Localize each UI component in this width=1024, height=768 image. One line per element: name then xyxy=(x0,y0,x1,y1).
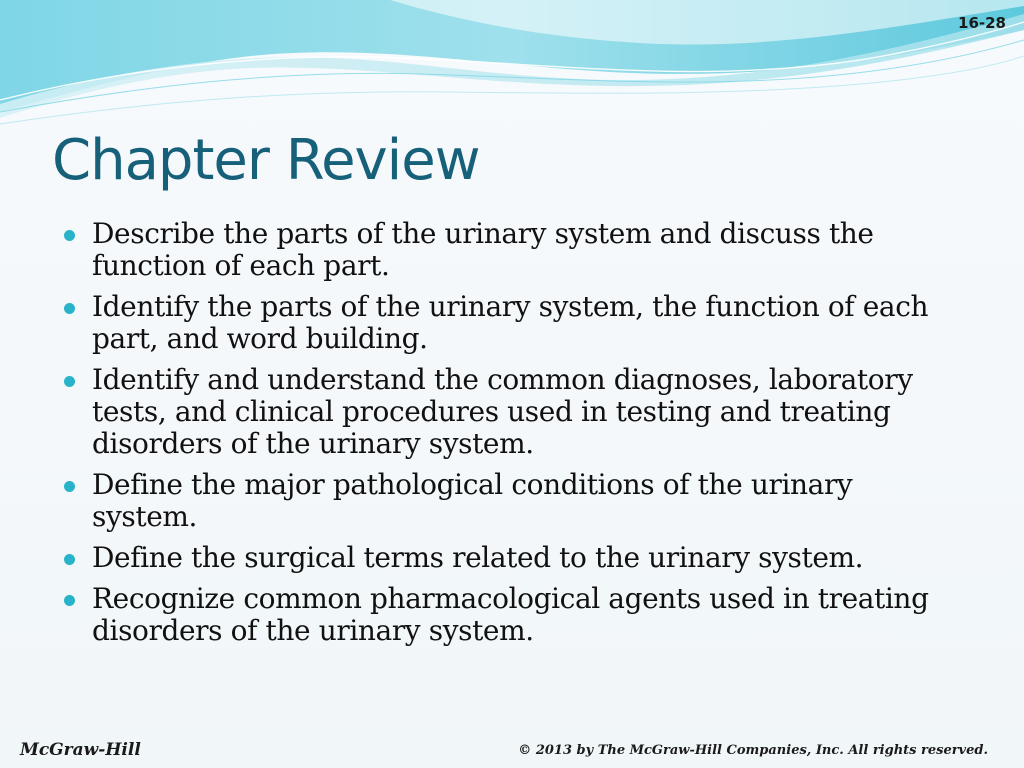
bullet-item xyxy=(64,291,964,355)
bullet-dot-icon xyxy=(64,230,75,241)
slide-number: 16-28 xyxy=(958,14,1006,32)
slide-title: Chapter Review xyxy=(52,128,480,193)
bullet-dot-icon xyxy=(64,376,75,387)
bullet-text: Define the surgical terms related to the urinary system. xyxy=(92,541,864,574)
bullet-text: Describe the parts of the urinary system and discuss the function of each part. xyxy=(92,217,874,282)
bullet-text: Define the major pathological conditions of the urinary system. xyxy=(92,468,853,533)
bullet-text: Recognize common pharmacological agents used in treating disorders of the urinary system. xyxy=(92,582,929,647)
bullet-item xyxy=(64,469,964,533)
bullet-item xyxy=(64,583,964,647)
bullet-text: Identify the parts of the urinary system, the function of each part, and word building. xyxy=(92,290,929,355)
bullet-list xyxy=(64,218,964,656)
bullet-text: Identify and understand the common diagnoses, laboratory tests, and clinical procedures used in testing and treating disorders of the urinary system. xyxy=(92,363,913,460)
bullet-item xyxy=(64,542,964,574)
bullet-dot-icon xyxy=(64,554,75,565)
footer-copyright: © 2013 by The McGraw-Hill Companies, Inc. All rights reserved. xyxy=(518,743,988,758)
bullet-dot-icon xyxy=(64,481,75,492)
bullet-dot-icon xyxy=(64,595,75,606)
header-wave-decoration xyxy=(0,0,1024,130)
footer-publisher: McGraw-Hill xyxy=(20,740,141,760)
bullet-item xyxy=(64,364,964,460)
bullet-item xyxy=(64,218,964,282)
bullet-dot-icon xyxy=(64,303,75,314)
